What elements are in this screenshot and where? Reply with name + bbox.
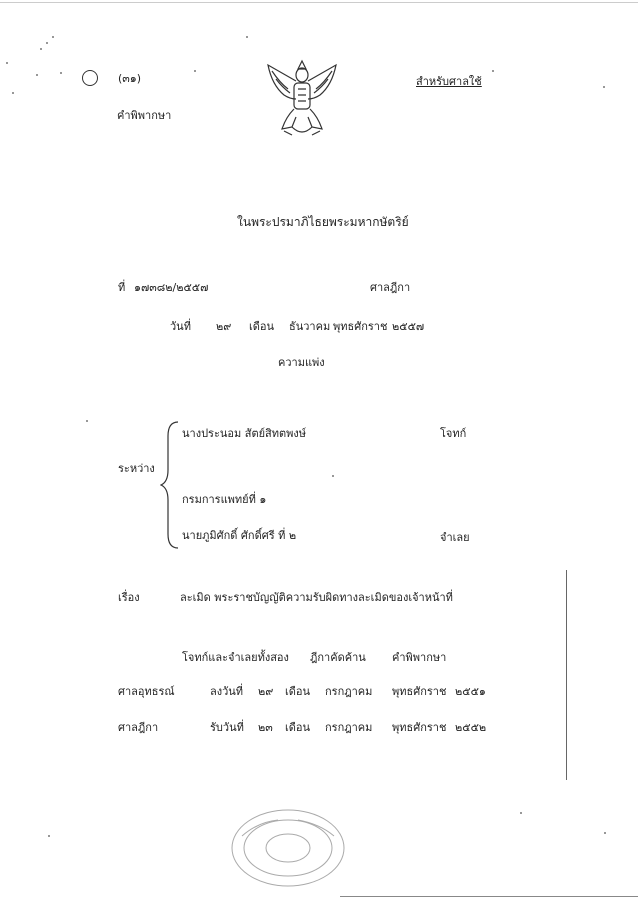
- form-type-label: คำพิพากษา: [117, 109, 172, 122]
- royal-invocation: ในพระปรมาภิไธยพระมหากษัตริย์: [237, 215, 409, 229]
- appeal-judgment: คำพิพากษา: [392, 651, 447, 664]
- page-number: (๓๑): [118, 72, 142, 85]
- appeal-parties: โจทก์และจำเลยทั้งสอง: [182, 651, 289, 664]
- case-number: ๑๗๓๘๒/๒๕๕๗: [134, 281, 209, 294]
- row2-month-label: เดือน: [285, 721, 311, 734]
- defendant-role: จำเลย: [440, 531, 470, 544]
- row1-date-label: ลงวันที่: [210, 685, 244, 698]
- court-name: ศาลฎีกา: [370, 281, 411, 294]
- margin-line: [566, 570, 567, 780]
- row1-court: ศาลอุทธรณ์: [118, 685, 175, 698]
- year-label: พุทธศักราช: [333, 320, 388, 333]
- row2-month: กรกฎาคม: [325, 721, 373, 734]
- plaintiff-name: นางประนอม สัตย์สิทตพงษ์: [182, 427, 307, 440]
- row2-court: ศาลฎีกา: [118, 721, 159, 734]
- row1-day: ๒๙: [258, 685, 274, 698]
- subject-text: ละเมิด พระราชบัญญัติความรับผิดทางละเมิดของเจ้าหน้าที่: [180, 591, 453, 604]
- row1-year: ๒๕๕๑: [455, 685, 486, 698]
- row1-month: กรกฎาคม: [325, 685, 373, 698]
- row2-year: ๒๕๕๒: [455, 721, 487, 734]
- date-day: ๒๙: [216, 320, 232, 333]
- between-label: ระหว่าง: [118, 462, 155, 475]
- appeal-action: ฎีกาคัดค้าน: [310, 651, 366, 664]
- case-type: ความแพ่ง: [278, 356, 325, 369]
- hole-punch-circle: [82, 70, 98, 86]
- date-year: ๒๕๕๗: [392, 320, 425, 333]
- court-use-label: สำหรับศาลใช้: [416, 75, 482, 88]
- date-label: วันที่: [170, 320, 191, 333]
- row2-year-label: พุทธศักราช: [392, 721, 447, 734]
- court-seal-stamp: [228, 800, 348, 890]
- defendant-1: กรมการแพทย์ที่ ๑: [182, 493, 267, 506]
- row2-date-label: รับวันที่: [210, 721, 244, 734]
- bottom-rule: [340, 896, 638, 897]
- row1-year-label: พุทธศักราช: [392, 685, 447, 698]
- row2-day: ๒๓: [258, 721, 273, 734]
- month-label: เดือน: [249, 320, 275, 333]
- parties-brace: [160, 420, 180, 550]
- row1-month-label: เดือน: [285, 685, 311, 698]
- case-number-label: ที่: [118, 281, 126, 294]
- date-month: ธันวาคม: [289, 320, 331, 333]
- defendant-2: นายภูมิศักดิ์ ศักดิ์ศรี ที่ ๒: [182, 529, 297, 542]
- plaintiff-role: โจทก์: [440, 427, 467, 440]
- top-rule: [0, 2, 638, 3]
- subject-label: เรื่อง: [118, 591, 140, 604]
- garuda-emblem-icon: [262, 55, 342, 139]
